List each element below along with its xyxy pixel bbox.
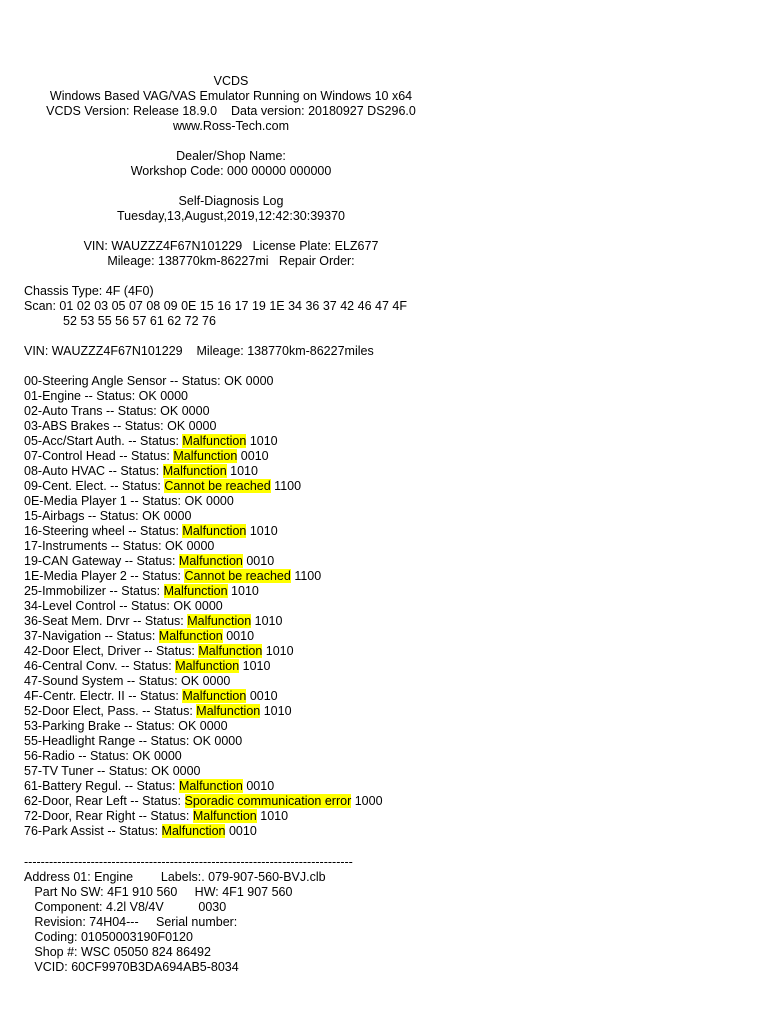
module-code: 1010 <box>265 644 294 658</box>
module-status: OK <box>142 509 161 523</box>
module-status-row <box>24 644 294 659</box>
module-status: Malfunction <box>182 524 247 538</box>
module-label: 15-Airbags -- Status: <box>24 509 143 523</box>
module-status-row <box>24 479 301 494</box>
module-label: 37-Navigation -- Status: <box>24 629 159 643</box>
module-status-row <box>24 599 223 614</box>
module-status-row <box>24 689 278 704</box>
app-title: VCDS <box>213 74 249 88</box>
website-line: www.Ross-Tech.com <box>173 119 289 133</box>
module-status-row <box>24 674 230 689</box>
log-title: Self-Diagnosis Log <box>178 194 284 208</box>
module-code: 1010 <box>260 809 289 823</box>
module-status: Cannot be reached <box>164 479 271 493</box>
module-status-row <box>24 779 274 794</box>
module-status: Malfunction <box>196 704 261 718</box>
module-label: 42-Door Elect, Driver -- Status: <box>24 644 199 658</box>
module-label: 55-Headlight Range -- Status: <box>24 734 193 748</box>
module-status-row <box>24 719 228 734</box>
module-status: OK <box>181 674 200 688</box>
module-status: OK <box>192 734 211 748</box>
shop-line: Shop #: WSC 05050 824 86492 <box>24 945 211 959</box>
vin-mileage-line: VIN: WAUZZZ4F67N101229 Mileage: 138770km-86227miles <box>24 344 374 358</box>
module-status: Malfunction <box>178 554 243 568</box>
log-timestamp: Tuesday,13,August,2019,12:42:30:39370 <box>117 209 345 223</box>
workshop-code: Workshop Code: 000 00000 000000 <box>130 164 332 178</box>
module-status: OK <box>138 389 157 403</box>
module-code: 0010 <box>246 779 275 793</box>
module-status: Malfunction <box>192 809 257 823</box>
module-status: Malfunction <box>173 449 238 463</box>
module-status: Malfunction <box>198 644 263 658</box>
module-code: 0000 <box>181 404 210 418</box>
module-status: Malfunction <box>162 464 227 478</box>
module-label: 62-Door, Rear Left -- Status: <box>24 794 185 808</box>
module-status: Malfunction <box>187 614 252 628</box>
module-label: 46-Central Conv. -- Status: <box>24 659 176 673</box>
coding-line: Coding: 01050003190F0120 <box>24 930 193 944</box>
module-status: Malfunction <box>182 689 247 703</box>
module-label: 1E-Media Player 2 -- Status: <box>24 569 185 583</box>
module-label: 47-Sound System -- Status: <box>24 674 182 688</box>
module-status-row <box>24 809 288 824</box>
platform-line: Windows Based VAG/VAS Emulator Running on Windows 10 x64 <box>49 89 413 103</box>
module-label: 25-Immobilizer -- Status: <box>24 584 164 598</box>
module-code: 0010 <box>228 824 257 838</box>
module-status-row <box>24 404 210 419</box>
module-status: OK <box>165 539 184 553</box>
module-code: 0010 <box>240 449 269 463</box>
module-status: OK <box>132 749 151 763</box>
module-status-row <box>24 374 273 389</box>
module-status: Malfunction <box>178 779 243 793</box>
module-code: 0000 <box>206 494 234 508</box>
module-status-row <box>24 584 259 599</box>
module-status-row <box>24 509 191 524</box>
module-status: OK <box>224 374 243 388</box>
module-code: 0000 <box>214 734 243 748</box>
module-status-row <box>24 734 242 749</box>
module-label: 36-Seat Mem. Drvr -- Status: <box>24 614 188 628</box>
module-status: OK <box>184 494 203 508</box>
part-number: Part No SW: 4F1 910 560 HW: 4F1 907 560 <box>24 885 293 899</box>
module-code: 1000 <box>354 794 383 808</box>
module-status-row <box>24 539 214 554</box>
module-label: 19-CAN Gateway -- Status: <box>24 554 179 568</box>
module-label: 16-Steering wheel -- Status: <box>24 524 183 538</box>
module-code: 0010 <box>226 629 255 643</box>
chassis-type: Chassis Type: 4F (4F0) <box>24 284 154 298</box>
module-status: Malfunction <box>158 629 223 643</box>
module-status: Cannot be reached <box>184 569 291 583</box>
module-status-row <box>24 434 278 449</box>
vcid-line: VCID: 60CF9970B3DA694AB5-8034 <box>24 960 239 974</box>
module-status-row <box>24 494 234 509</box>
module-status-row <box>24 614 282 629</box>
module-code: 0000 <box>194 599 223 613</box>
module-label: 56-Radio -- Status: <box>24 749 133 763</box>
module-status: Malfunction <box>163 584 228 598</box>
module-label: 03-ABS Brakes -- Status: <box>24 419 168 433</box>
module-label: 05-Acc/Start Auth. -- Status: <box>24 434 183 448</box>
module-status: OK <box>167 419 186 433</box>
module-status: Malfunction <box>161 824 226 838</box>
module-status-row <box>24 764 201 779</box>
component-line: Component: 4.2l V8/4V 0030 <box>24 900 227 914</box>
module-status-row <box>24 389 188 404</box>
module-status: OK <box>160 404 179 418</box>
module-code: 0000 <box>163 509 192 523</box>
dealer-name: Dealer/Shop Name: <box>176 149 286 163</box>
scan-line-1: Scan: 01 02 03 05 07 08 09 0E 15 16 17 19 1E 34 36 37 42 46 47 4F <box>24 299 407 313</box>
module-code: 0000 <box>245 374 274 388</box>
module-status: OK <box>178 719 197 733</box>
module-status: OK <box>151 764 170 778</box>
module-code: 1010 <box>254 614 283 628</box>
version-line: VCDS Version: Release 18.9.0 Data version: 20180927 DS296.0 <box>46 104 416 118</box>
module-code: 0000 <box>153 749 182 763</box>
revision-line: Revision: 74H04--- Serial number: <box>24 915 238 929</box>
module-status-row <box>24 659 270 674</box>
module-label: 61-Battery Regul. -- Status: <box>24 779 179 793</box>
module-status-row <box>24 419 216 434</box>
module-code: 0000 <box>186 539 215 553</box>
module-status-row <box>24 449 269 464</box>
module-label: 09-Cent. Elect. -- Status: <box>24 479 165 493</box>
module-code: 0000 <box>188 419 217 433</box>
module-code: 1010 <box>249 434 278 448</box>
module-code: 0010 <box>246 554 275 568</box>
module-status-row <box>24 629 254 644</box>
module-label: 72-Door, Rear Right -- Status: <box>24 809 193 823</box>
module-label: 57-TV Tuner -- Status: <box>24 764 152 778</box>
module-label: 76-Park Assist -- Status: <box>24 824 162 838</box>
module-label: 08-Auto HVAC -- Status: <box>24 464 163 478</box>
module-status: Malfunction <box>182 434 247 448</box>
module-status: OK <box>173 599 192 613</box>
module-status-row <box>24 464 258 479</box>
module-label: 4F-Centr. Electr. II -- Status: <box>24 689 183 703</box>
address-header: Address 01: Engine Labels:. 079-907-560-BVJ.clb <box>24 870 326 884</box>
scan-line-2: 52 53 55 56 57 61 62 72 76 <box>63 314 216 328</box>
module-label: 0E-Media Player 1 -- Status: <box>24 494 185 508</box>
module-status-row <box>24 794 383 809</box>
module-code: 1010 <box>242 659 271 673</box>
separator-line: ------------------------------------------------------------------------------- <box>24 855 353 869</box>
module-label: 34-Level Control -- Status: <box>24 599 174 613</box>
module-label: 02-Auto Trans -- Status: <box>24 404 161 418</box>
module-code: 0010 <box>249 689 278 703</box>
module-code: 0000 <box>160 389 189 403</box>
module-status-row <box>24 524 278 539</box>
module-status-row <box>24 704 292 719</box>
module-status-row <box>24 569 321 584</box>
module-label: 53-Parking Brake -- Status: <box>24 719 179 733</box>
module-code: 1010 <box>230 464 258 478</box>
module-code: 0000 <box>202 674 231 688</box>
module-status: Malfunction <box>175 659 240 673</box>
module-code: 0000 <box>199 719 228 733</box>
module-code: 1010 <box>249 524 278 538</box>
module-code: 1010 <box>263 704 292 718</box>
module-label: 01-Engine -- Status: <box>24 389 139 403</box>
module-label: 07-Control Head -- Status: <box>24 449 174 463</box>
module-status-row <box>24 554 274 569</box>
module-code: 1010 <box>231 584 259 598</box>
module-status-row <box>24 749 182 764</box>
module-status-row <box>24 824 257 839</box>
module-code: 1100 <box>274 479 302 493</box>
module-label: 17-Instruments -- Status: <box>24 539 166 553</box>
mileage-line: Mileage: 138770km-86227mi Repair Order: <box>107 254 355 268</box>
module-label: 52-Door Elect, Pass. -- Status: <box>24 704 197 718</box>
vin-plate-line: VIN: WAUZZZ4F67N101229 License Plate: ELZ677 <box>83 239 379 253</box>
module-status: Sporadic communication error <box>184 794 352 808</box>
module-label: 00-Steering Angle Sensor -- Status: <box>24 374 225 388</box>
module-code: 0000 <box>172 764 201 778</box>
module-code: 1100 <box>294 569 322 583</box>
